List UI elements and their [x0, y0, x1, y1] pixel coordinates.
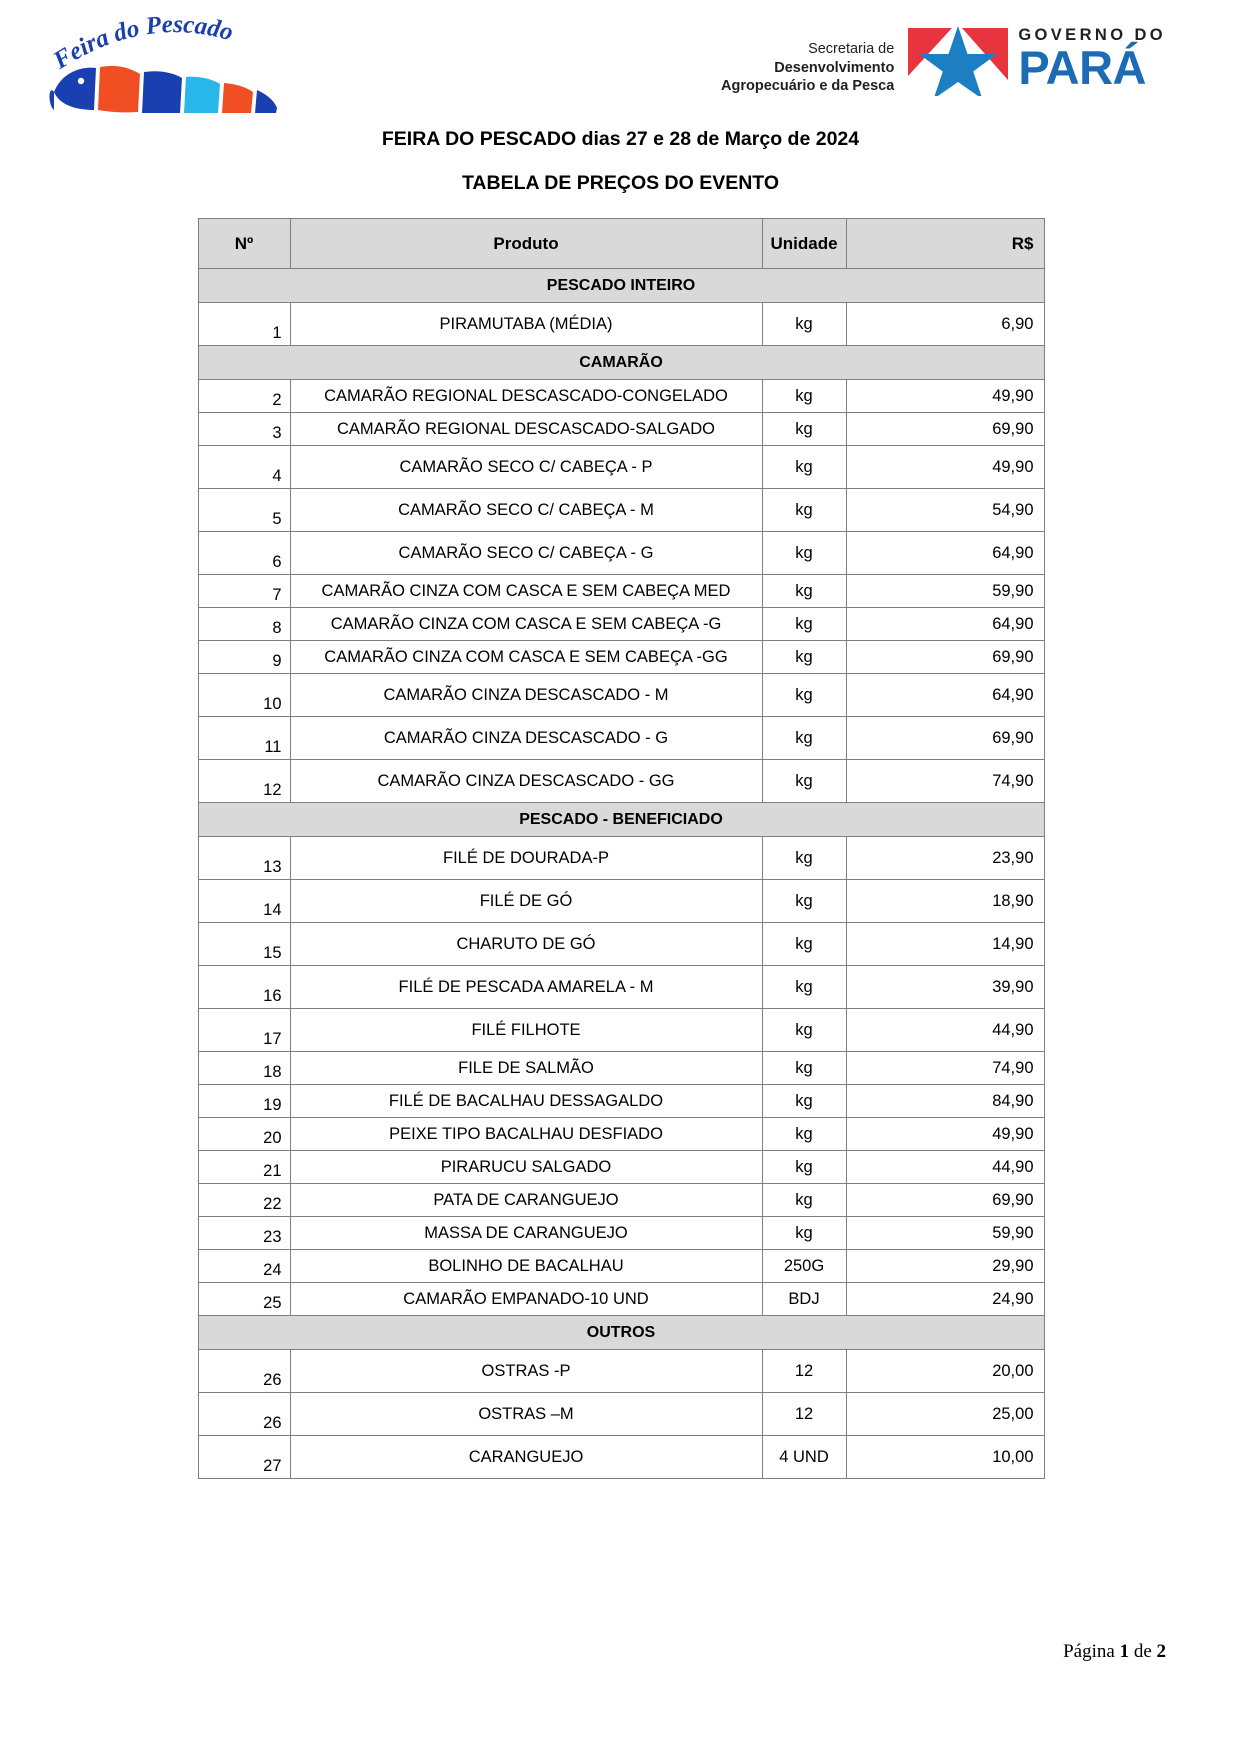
- section-header-row: [198, 269, 1044, 303]
- governo-do-label: GOVERNO DO: [1018, 25, 1166, 44]
- table-row: [198, 837, 1044, 880]
- table-row: [198, 303, 1044, 346]
- svg-text:Feira do Pescado: Feira do Pescado: [48, 14, 237, 75]
- secretaria-text: [721, 22, 908, 96]
- table-row: [198, 1393, 1044, 1436]
- table-row: [198, 880, 1044, 923]
- cell-numero: 17: [198, 1009, 290, 1052]
- cell-valor: 59,90: [846, 575, 1044, 608]
- price-table-body: [198, 269, 1044, 1479]
- table-row: [198, 380, 1044, 413]
- cell-produto: FILE DE SALMÃO: [290, 1052, 762, 1085]
- cell-unidade: kg: [762, 1085, 846, 1118]
- para-label: PARÁ: [1018, 41, 1146, 95]
- cell-unidade: kg: [762, 413, 846, 446]
- footer-current-page: 1: [1119, 1641, 1130, 1662]
- cell-unidade: kg: [762, 717, 846, 760]
- cell-produto: CAMARÃO REGIONAL DESCASCADO-SALGADO: [290, 413, 762, 446]
- cell-produto: CAMARÃO SECO C/ CABEÇA - P: [290, 446, 762, 489]
- cell-produto: CAMARÃO EMPANADO-10 UND: [290, 1283, 762, 1316]
- cell-produto: FILÉ DE GÓ: [290, 880, 762, 923]
- table-row: [198, 1009, 1044, 1052]
- cell-unidade: kg: [762, 1151, 846, 1184]
- cell-produto: PIRAMUTABA (MÉDIA): [290, 303, 762, 346]
- cell-unidade: 250G: [762, 1250, 846, 1283]
- section-label: PESCADO INTEIRO: [198, 269, 1044, 303]
- cell-unidade: kg: [762, 880, 846, 923]
- cell-valor: 64,90: [846, 532, 1044, 575]
- cell-produto: BOLINHO DE BACALHAU: [290, 1250, 762, 1283]
- table-row: [198, 1052, 1044, 1085]
- table-row: [198, 1118, 1044, 1151]
- cell-produto: CAMARÃO SECO C/ CABEÇA - G: [290, 532, 762, 575]
- page-subtitle: TABELA DE PREÇOS DO EVENTO: [461, 172, 780, 194]
- cell-unidade: kg: [762, 966, 846, 1009]
- cell-numero: 8: [198, 608, 290, 641]
- cell-unidade: kg: [762, 1118, 846, 1151]
- cell-unidade: kg: [762, 641, 846, 674]
- table-row: [198, 532, 1044, 575]
- table-row: [198, 608, 1044, 641]
- cell-produto: CAMARÃO CINZA COM CASCA E SEM CABEÇA MED: [290, 575, 762, 608]
- cell-unidade: kg: [762, 446, 846, 489]
- cell-numero: 16: [198, 966, 290, 1009]
- cell-numero: 5: [198, 489, 290, 532]
- cell-unidade: 4 UND: [762, 1436, 846, 1479]
- cell-numero: 15: [198, 923, 290, 966]
- cell-unidade: kg: [762, 380, 846, 413]
- cell-valor: 10,00: [846, 1436, 1044, 1479]
- section-label: PESCADO - BENEFICIADO: [198, 803, 1044, 837]
- cell-unidade: 12: [762, 1393, 846, 1436]
- cell-numero: 2: [198, 380, 290, 413]
- cell-valor: 74,90: [846, 1052, 1044, 1085]
- cell-valor: 69,90: [846, 413, 1044, 446]
- table-row: [198, 446, 1044, 489]
- cell-unidade: kg: [762, 489, 846, 532]
- cell-numero: 27: [198, 1436, 290, 1479]
- table-row: [198, 1250, 1044, 1283]
- cell-numero: 18: [198, 1052, 290, 1085]
- para-flag-icon: [908, 22, 1008, 96]
- governo-do-para-logo-group: [721, 22, 1166, 96]
- page-footer: [1063, 1641, 1166, 1663]
- secretaria-line-1: Secretaria de: [808, 41, 895, 58]
- cell-numero: 14: [198, 880, 290, 923]
- cell-valor: 69,90: [846, 1184, 1044, 1217]
- table-row: [198, 1217, 1044, 1250]
- cell-unidade: kg: [762, 1217, 846, 1250]
- price-table: [198, 218, 1045, 1479]
- table-row: [198, 1350, 1044, 1393]
- cell-produto: OSTRAS -P: [290, 1350, 762, 1393]
- cell-numero: 22: [198, 1184, 290, 1217]
- cell-numero: 26: [198, 1350, 290, 1393]
- table-header-row: [198, 219, 1044, 269]
- feira-do-pescado-logo: [48, 14, 278, 114]
- cell-produto: MASSA DE CARANGUEJO: [290, 1217, 762, 1250]
- cell-produto: CAMARÃO REGIONAL DESCASCADO-CONGELADO: [290, 380, 762, 413]
- price-table-head: [198, 219, 1044, 269]
- cell-produto: CAMARÃO CINZA COM CASCA E SEM CABEÇA -G: [290, 608, 762, 641]
- cell-produto: CHARUTO DE GÓ: [290, 923, 762, 966]
- secretaria-line-2: Desenvolvimento: [774, 59, 895, 76]
- cell-unidade: kg: [762, 1184, 846, 1217]
- cell-unidade: kg: [762, 608, 846, 641]
- cell-produto: PATA DE CARANGUEJO: [290, 1184, 762, 1217]
- cell-produto: CAMARÃO CINZA DESCASCADO - M: [290, 674, 762, 717]
- cell-numero: 6: [198, 532, 290, 575]
- cell-numero: 26: [198, 1393, 290, 1436]
- footer-middle: de: [1129, 1641, 1157, 1662]
- cell-numero: 9: [198, 641, 290, 674]
- cell-numero: 19: [198, 1085, 290, 1118]
- cell-valor: 84,90: [846, 1085, 1044, 1118]
- table-row: [198, 1436, 1044, 1479]
- column-header-unidade: Unidade: [762, 219, 846, 269]
- cell-produto: PIRARUCU SALGADO: [290, 1151, 762, 1184]
- cell-unidade: 12: [762, 1350, 846, 1393]
- cell-produto: FILÉ FILHOTE: [290, 1009, 762, 1052]
- footer-total-pages: 2: [1156, 1641, 1166, 1662]
- cell-valor: 14,90: [846, 923, 1044, 966]
- cell-valor: 25,00: [846, 1393, 1044, 1436]
- cell-valor: 49,90: [846, 380, 1044, 413]
- cell-valor: 69,90: [846, 717, 1044, 760]
- cell-valor: 64,90: [846, 608, 1044, 641]
- column-header-valor: R$: [846, 219, 1044, 269]
- cell-unidade: kg: [762, 760, 846, 803]
- cell-numero: 13: [198, 837, 290, 880]
- cell-numero: 12: [198, 760, 290, 803]
- cell-valor: 20,00: [846, 1350, 1044, 1393]
- section-header-row: [198, 346, 1044, 380]
- price-table-container: [198, 218, 1044, 1479]
- cell-numero: 20: [198, 1118, 290, 1151]
- cell-numero: 3: [198, 413, 290, 446]
- cell-valor: 18,90: [846, 880, 1044, 923]
- table-row: [198, 413, 1044, 446]
- table-row: [198, 966, 1044, 1009]
- cell-numero: 1: [198, 303, 290, 346]
- table-row: [198, 489, 1044, 532]
- cell-produto: CARANGUEJO: [290, 1436, 762, 1479]
- table-row: [198, 1184, 1044, 1217]
- table-row: [198, 1085, 1044, 1118]
- column-header-numero: Nº: [198, 219, 290, 269]
- cell-unidade: kg: [762, 532, 846, 575]
- cell-unidade: kg: [762, 575, 846, 608]
- cell-produto: CAMARÃO CINZA COM CASCA E SEM CABEÇA -GG: [290, 641, 762, 674]
- table-row: [198, 674, 1044, 717]
- cell-numero: 25: [198, 1283, 290, 1316]
- section-label: CAMARÃO: [198, 346, 1044, 380]
- cell-produto: CAMARÃO CINZA DESCASCADO - G: [290, 717, 762, 760]
- cell-numero: 10: [198, 674, 290, 717]
- cell-produto: FILÉ DE PESCADA AMARELA - M: [290, 966, 762, 1009]
- cell-valor: 49,90: [846, 1118, 1044, 1151]
- section-header-row: [198, 803, 1044, 837]
- table-row: [198, 923, 1044, 966]
- cell-numero: 24: [198, 1250, 290, 1283]
- cell-unidade: kg: [762, 674, 846, 717]
- cell-valor: 29,90: [846, 1250, 1044, 1283]
- para-wordmark: [1008, 25, 1166, 95]
- cell-valor: 74,90: [846, 760, 1044, 803]
- cell-valor: 59,90: [846, 1217, 1044, 1250]
- cell-unidade: kg: [762, 1052, 846, 1085]
- page-header: [0, 0, 1241, 118]
- table-row: [198, 641, 1044, 674]
- cell-valor: 6,90: [846, 303, 1044, 346]
- cell-numero: 11: [198, 717, 290, 760]
- section-header-row: [198, 1316, 1044, 1350]
- table-row: [198, 575, 1044, 608]
- cell-numero: 21: [198, 1151, 290, 1184]
- cell-valor: 44,90: [846, 1151, 1044, 1184]
- table-row: [198, 717, 1044, 760]
- cell-numero: 23: [198, 1217, 290, 1250]
- cell-valor: 24,90: [846, 1283, 1044, 1316]
- page-title: FEIRA DO PESCADO dias 27 e 28 de Março de 2024: [381, 128, 860, 150]
- table-row: [198, 760, 1044, 803]
- table-row: [198, 1151, 1044, 1184]
- column-header-produto: Produto: [290, 219, 762, 269]
- cell-valor: 69,90: [846, 641, 1044, 674]
- cell-unidade: kg: [762, 303, 846, 346]
- cell-valor: 39,90: [846, 966, 1044, 1009]
- cell-produto: FILÉ DE BACALHAU DESSAGALDO: [290, 1085, 762, 1118]
- cell-unidade: BDJ: [762, 1283, 846, 1316]
- cell-unidade: kg: [762, 923, 846, 966]
- cell-produto: OSTRAS –M: [290, 1393, 762, 1436]
- cell-valor: 23,90: [846, 837, 1044, 880]
- cell-valor: 64,90: [846, 674, 1044, 717]
- section-label: OUTROS: [198, 1316, 1044, 1350]
- cell-valor: 49,90: [846, 446, 1044, 489]
- cell-numero: 7: [198, 575, 290, 608]
- cell-valor: 54,90: [846, 489, 1044, 532]
- table-row: [198, 1283, 1044, 1316]
- cell-valor: 44,90: [846, 1009, 1044, 1052]
- secretaria-line-3: Agropecuário e da Pesca: [721, 78, 895, 95]
- cell-numero: 4: [198, 446, 290, 489]
- cell-produto: PEIXE TIPO BACALHAU DESFIADO: [290, 1118, 762, 1151]
- cell-produto: CAMARÃO CINZA DESCASCADO - GG: [290, 760, 762, 803]
- cell-produto: CAMARÃO SECO C/ CABEÇA - M: [290, 489, 762, 532]
- cell-unidade: kg: [762, 1009, 846, 1052]
- cell-unidade: kg: [762, 837, 846, 880]
- cell-produto: FILÉ DE DOURADA-P: [290, 837, 762, 880]
- footer-prefix: Página: [1063, 1641, 1120, 1662]
